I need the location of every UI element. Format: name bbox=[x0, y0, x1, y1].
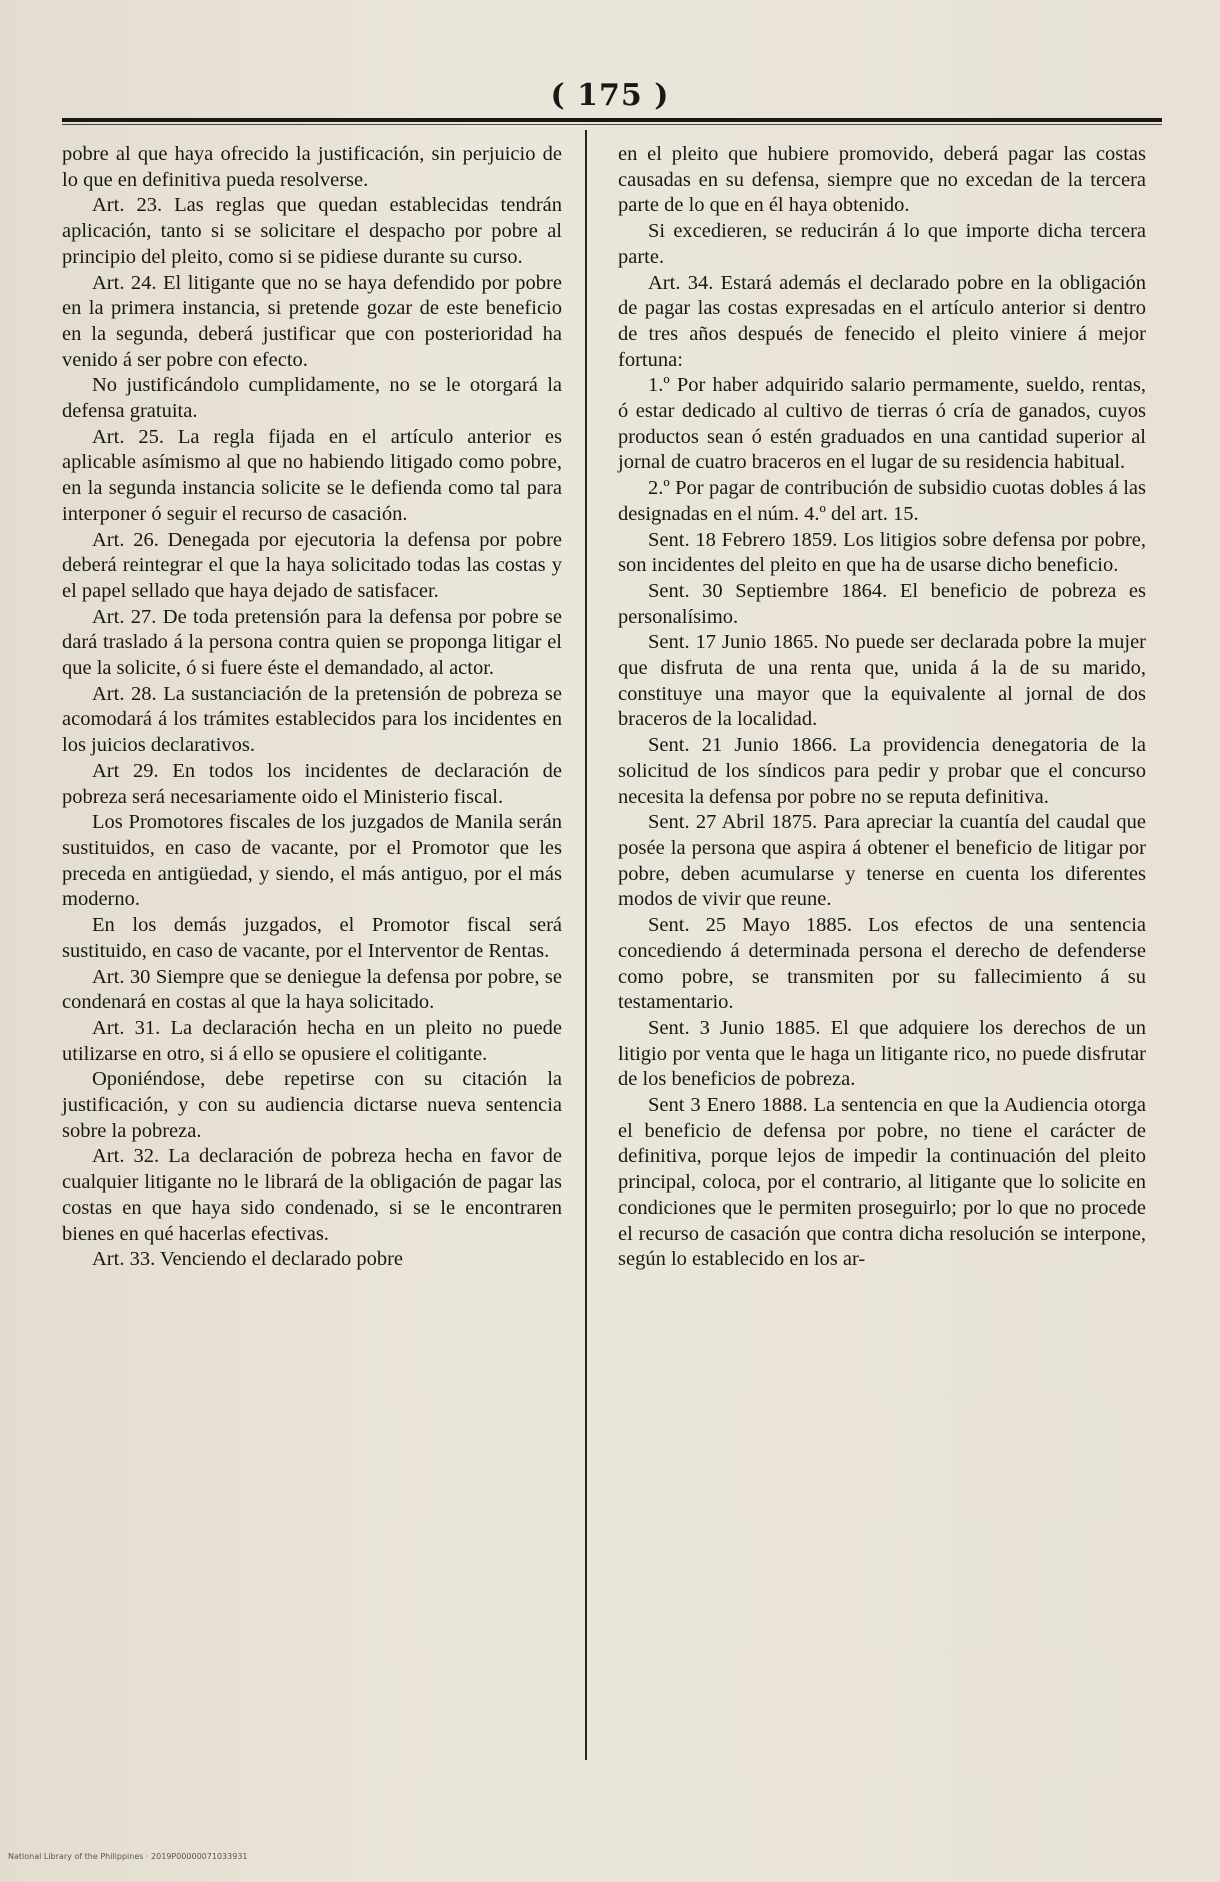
paragraph: Art. 30 Siempre que se deniegue la defensa por pobre, se condenará en costas al que la haya solicitado. bbox=[62, 965, 562, 1014]
column-divider bbox=[585, 130, 587, 1760]
paragraph: en el pleito que hubiere promovido, deberá pagar las costas causadas en su defensa, siempre que no excedan de la tercera parte de lo que en él haya obtenido. bbox=[618, 143, 1146, 217]
paragraph: Art. 33. Venciendo el declarado pobre bbox=[92, 1248, 403, 1271]
paragraph: Art. 28. La sustanciación de la pretensión de pobreza se acomodará á los trámites establecidos para los incidentes en los juicios declarativos. bbox=[62, 682, 562, 757]
paragraph: Sent. 18 Febrero 1859. Los litigios sobre defensa por pobre, son incidentes del pleito en que ha de usarse dicho beneficio. bbox=[618, 528, 1146, 577]
paragraph: Sent. 21 Junio 1866. La providencia denegatoria de la solicitud de los síndicos para pedir y probar que el concurso necesita la defensa por pobre no se reputa definitiva. bbox=[618, 734, 1146, 808]
paragraph: Sent. 25 Mayo 1885. Los efectos de una sentencia concediendo á determinada persona el derecho de defenderse como pobre, se transmiten por su fallecimiento á su testamentario. bbox=[618, 914, 1146, 1014]
header-rule bbox=[62, 118, 1162, 122]
paragraph: Sent 3 Enero 1888. La sentencia en que la Audiencia otorga el beneficio de defensa por pobre, no tiene el carácter de definitiva, porque lejos de impedir la continuación del pleito principal, coloca, por el contrario, al litigante que lo solicite en condiciones que le permiten proseguirlo; por lo que no procede el recurso de casación que contra dicha resolución se interpone, según lo establecido en los ar- bbox=[618, 1094, 1146, 1271]
paragraph: pobre al que haya ofrecido la justificación, sin perjuicio de lo que en definitiva pueda resolverse. bbox=[62, 143, 562, 191]
paragraph: 1.º Por haber adquirido salario permamente, sueldo, rentas, ó estar dedicado al cultivo de tierras ó cría de ganados, cuyos productos sean ó estén graduados en una cantidad superior al jornal de cuatro braceros en el lugar de su residencia habitual. bbox=[618, 374, 1146, 474]
paragraph: Art 29. En todos los incidentes de declaración de pobreza será necesariamente oido el Ministerio fiscal. bbox=[62, 759, 562, 808]
paragraph: Art. 26. Denegada por ejecutoria la defensa por pobre deberá reintegrar el que la haya solicitado todas las costas y el papel sellado que haya dejado de satisfacer. bbox=[62, 528, 562, 602]
right-column bbox=[618, 142, 1146, 1273]
paragraph: 2.º Por pagar de contribución de subsidio cuotas dobles á las designadas en el núm. 4.º del art. 15. bbox=[618, 477, 1146, 525]
header-rule-thin bbox=[62, 124, 1162, 125]
paragraph: Art. 24. El litigante que no se haya defendido por pobre en la primera instancia, si pretende gozar de este beneficio en la segunda, deberá justificar que con posterioridad ha venido á ser pobre con efecto. bbox=[62, 271, 562, 371]
paragraph: No justificándolo cumplidamente, no se le otorgará la defensa gratuita. bbox=[62, 374, 562, 423]
paragraph: Art. 27. De toda pretensión para la defensa por pobre se dará traslado á la persona contra quien se proponga litigar el que la solicite, ó si fuere éste el demandado, al actor. bbox=[62, 605, 562, 680]
paragraph: Art. 34. Estará además el declarado pobre en la obligación de pagar las costas expresadas en el artículo anterior si dentro de tres años después de fenecido el pleito viniere á mejor fortuna: bbox=[618, 271, 1146, 371]
paragraph: Art. 25. La regla fijada en el artículo anterior es aplicable asímismo al que no habiendo litigado como pobre, en la segunda instancia solicite se le defienda como tal para interponer ó seguir el recurso de casación. bbox=[62, 425, 562, 525]
paragraph: Art. 23. Las reglas que quedan establecidas tendrán aplicación, tanto si se solicitare el despacho por pobre al principio del pleito, como si se pidiese durante su curso. bbox=[62, 194, 562, 268]
paragraph: Sent. 27 Abril 1875. Para apreciar la cuantía del caudal que posée la persona que aspira á obtener el beneficio de litigar por pobre, deben acumularse y tenerse en cuenta los diferentes modos de vivir que reune. bbox=[618, 811, 1146, 911]
paragraph: Los Promotores fiscales de los juzgados de Manila serán sustituidos, en caso de vacante, por el Promotor que les preceda en antigüedad, y siendo, el más antiguo, por el más moderno. bbox=[62, 811, 562, 911]
paragraph: Oponiéndose, debe repetirse con su citación la justificación, y con su audiencia dictarse nueva sentencia sobre la pobreza. bbox=[62, 1068, 562, 1142]
paragraph: En los demás juzgados, el Promotor fiscal será sustituido, en caso de vacante, por el Interventor de Rentas. bbox=[62, 914, 562, 962]
paragraph: Si excedieren, se reducirán á lo que importe dicha tercera parte. bbox=[618, 220, 1146, 268]
paragraph: Sent. 3 Junio 1885. El que adquiere los derechos de un litigio por venta que le haga un litigante rico, no puede disfrutar de los beneficios de pobreza. bbox=[618, 1016, 1146, 1091]
left-column bbox=[62, 142, 562, 1273]
paragraph: Art. 32. La declaración de pobreza hecha en favor de cualquier litigante no le librará de la obligación de pagar las costas en que haya sido condenado, si se le encontraren bienes en qué hacerlas efectivas. bbox=[62, 1145, 562, 1245]
footer-credit: National Library of the Philippines · 2019P00000071033931 bbox=[8, 1852, 248, 1861]
paragraph: Sent. 30 Septiembre 1864. El beneficio de pobreza es personalísimo. bbox=[618, 579, 1146, 628]
paragraph: Sent. 17 Junio 1865. No puede ser declarada pobre la mujer que disfruta de una renta que, unida á la de su marido, constituye una mayor que la equivalente al jornal de dos braceros de la localidad. bbox=[618, 631, 1146, 731]
page-number: ( 175 ) bbox=[550, 78, 670, 113]
paragraph: Art. 31. La declaración hecha en un pleito no puede utilizarse en otro, si á ello se opusiere el colitigante. bbox=[62, 1016, 562, 1065]
